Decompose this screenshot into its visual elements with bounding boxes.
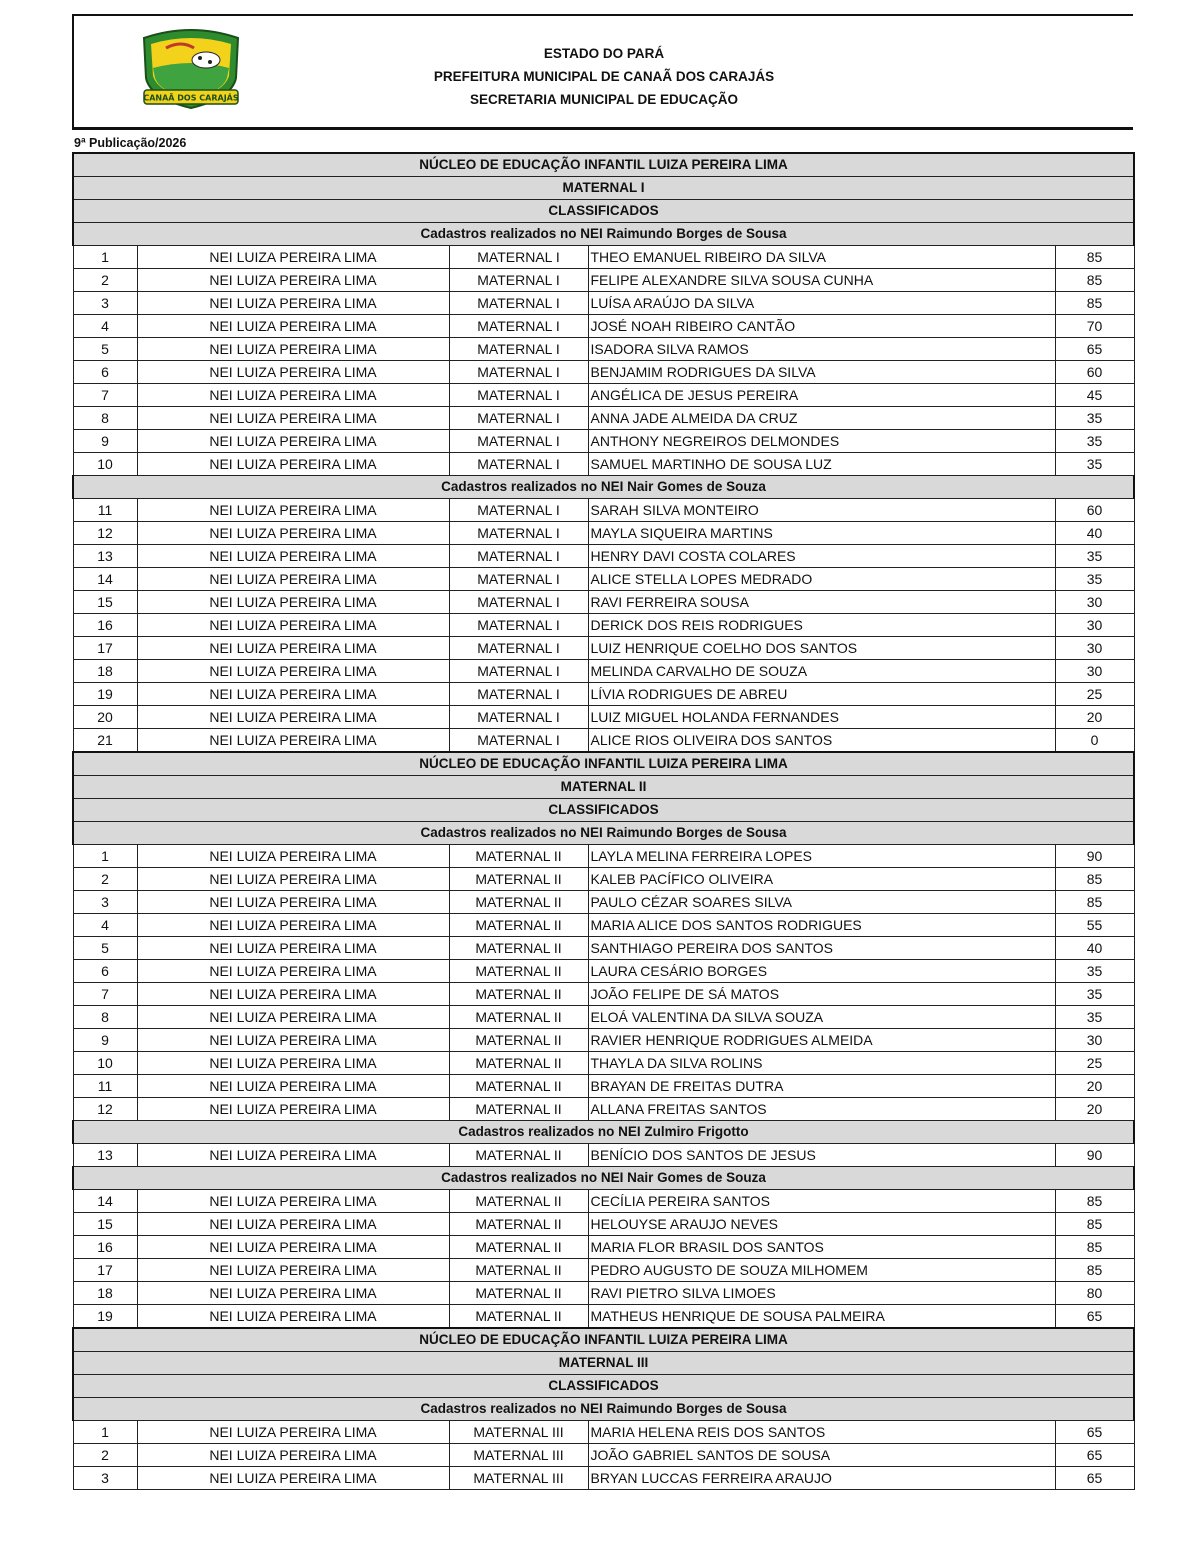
header-line-prefecture: PREFEITURA MUNICIPAL DE CANAÃ DOS CARAJÁS bbox=[433, 69, 775, 84]
score-cell: 35 bbox=[1055, 983, 1134, 1006]
unit-cell: NEI LUIZA PEREIRA LIMA bbox=[137, 407, 449, 430]
section-band-origin bbox=[73, 476, 1134, 499]
rank-cell: 7 bbox=[73, 384, 137, 407]
score-cell: 40 bbox=[1055, 522, 1134, 545]
student-name-cell: MATHEUS HENRIQUE DE SOUSA PALMEIRA bbox=[588, 1305, 1055, 1329]
score-cell: 20 bbox=[1055, 1098, 1134, 1121]
score-cell: 20 bbox=[1055, 1075, 1134, 1098]
rank-cell: 11 bbox=[73, 1075, 137, 1098]
level-cell: MATERNAL III bbox=[449, 1444, 588, 1467]
score-cell: 25 bbox=[1055, 683, 1134, 706]
section-title: NÚCLEO DE EDUCAÇÃO INFANTIL LUIZA PEREIRA LIMA bbox=[73, 1328, 1134, 1352]
unit-cell: NEI LUIZA PEREIRA LIMA bbox=[137, 1259, 449, 1282]
level-cell: MATERNAL I bbox=[449, 407, 588, 430]
unit-cell: NEI LUIZA PEREIRA LIMA bbox=[137, 545, 449, 568]
student-name-cell: ISADORA SILVA RAMOS bbox=[588, 338, 1055, 361]
score-cell: 20 bbox=[1055, 706, 1134, 729]
unit-cell: NEI LUIZA PEREIRA LIMA bbox=[137, 499, 449, 522]
student-name-cell: BENÍCIO DOS SANTOS DE JESUS bbox=[588, 1144, 1055, 1167]
level-cell: MATERNAL II bbox=[449, 937, 588, 960]
table-row bbox=[73, 453, 1134, 476]
score-cell: 35 bbox=[1055, 407, 1134, 430]
rank-cell: 5 bbox=[73, 338, 137, 361]
table-row bbox=[73, 845, 1134, 868]
level-cell: MATERNAL II bbox=[449, 1259, 588, 1282]
student-name-cell: RAVI PIETRO SILVA LIMOES bbox=[588, 1282, 1055, 1305]
score-cell: 60 bbox=[1055, 361, 1134, 384]
unit-cell: NEI LUIZA PEREIRA LIMA bbox=[137, 1421, 449, 1444]
unit-cell: NEI LUIZA PEREIRA LIMA bbox=[137, 983, 449, 1006]
unit-cell: NEI LUIZA PEREIRA LIMA bbox=[137, 1467, 449, 1490]
section-title: MATERNAL II bbox=[73, 776, 1134, 799]
level-cell: MATERNAL II bbox=[449, 1098, 588, 1121]
rank-cell: 4 bbox=[73, 315, 137, 338]
section-title: Cadastros realizados no NEI Nair Gomes de Souza bbox=[73, 1167, 1134, 1190]
score-cell: 35 bbox=[1055, 430, 1134, 453]
level-cell: MATERNAL III bbox=[449, 1467, 588, 1490]
table-row bbox=[73, 1444, 1134, 1467]
level-cell: MATERNAL II bbox=[449, 960, 588, 983]
level-cell: MATERNAL I bbox=[449, 292, 588, 315]
level-cell: MATERNAL II bbox=[449, 868, 588, 891]
level-cell: MATERNAL I bbox=[449, 384, 588, 407]
classification-table bbox=[72, 152, 1135, 1490]
unit-cell: NEI LUIZA PEREIRA LIMA bbox=[137, 1305, 449, 1329]
rank-cell: 13 bbox=[73, 545, 137, 568]
table-row bbox=[73, 637, 1134, 660]
section-title: Cadastros realizados no NEI Nair Gomes de Souza bbox=[73, 476, 1134, 499]
score-cell: 55 bbox=[1055, 914, 1134, 937]
table-row bbox=[73, 315, 1134, 338]
rank-cell: 12 bbox=[73, 1098, 137, 1121]
student-name-cell: ALICE RIOS OLIVEIRA DOS SANTOS bbox=[588, 729, 1055, 753]
level-cell: MATERNAL II bbox=[449, 1305, 588, 1329]
rank-cell: 14 bbox=[73, 568, 137, 591]
student-name-cell: ALICE STELLA LOPES MEDRADO bbox=[588, 568, 1055, 591]
level-cell: MATERNAL II bbox=[449, 1052, 588, 1075]
unit-cell: NEI LUIZA PEREIRA LIMA bbox=[137, 1213, 449, 1236]
student-name-cell: BRYAN LUCCAS FERREIRA ARAUJO bbox=[588, 1467, 1055, 1490]
score-cell: 0 bbox=[1055, 729, 1134, 753]
level-cell: MATERNAL II bbox=[449, 1006, 588, 1029]
student-name-cell: JOÃO GABRIEL SANTOS DE SOUSA bbox=[588, 1444, 1055, 1467]
rank-cell: 7 bbox=[73, 983, 137, 1006]
rank-cell: 19 bbox=[73, 1305, 137, 1329]
unit-cell: NEI LUIZA PEREIRA LIMA bbox=[137, 683, 449, 706]
score-cell: 85 bbox=[1055, 246, 1134, 269]
unit-cell: NEI LUIZA PEREIRA LIMA bbox=[137, 868, 449, 891]
rank-cell: 9 bbox=[73, 430, 137, 453]
unit-cell: NEI LUIZA PEREIRA LIMA bbox=[137, 522, 449, 545]
rank-cell: 19 bbox=[73, 683, 137, 706]
level-cell: MATERNAL II bbox=[449, 983, 588, 1006]
score-cell: 85 bbox=[1055, 891, 1134, 914]
table-row bbox=[73, 983, 1134, 1006]
student-name-cell: BENJAMIM RODRIGUES DA SILVA bbox=[588, 361, 1055, 384]
score-cell: 90 bbox=[1055, 845, 1134, 868]
student-name-cell: PEDRO AUGUSTO DE SOUZA MILHOMEM bbox=[588, 1259, 1055, 1282]
unit-cell: NEI LUIZA PEREIRA LIMA bbox=[137, 729, 449, 753]
unit-cell: NEI LUIZA PEREIRA LIMA bbox=[137, 384, 449, 407]
unit-cell: NEI LUIZA PEREIRA LIMA bbox=[137, 914, 449, 937]
score-cell: 80 bbox=[1055, 1282, 1134, 1305]
section-title: Cadastros realizados no NEI Raimundo Borges de Sousa bbox=[73, 822, 1134, 845]
level-cell: MATERNAL I bbox=[449, 568, 588, 591]
level-cell: MATERNAL II bbox=[449, 1213, 588, 1236]
section-title: MATERNAL I bbox=[73, 177, 1134, 200]
level-cell: MATERNAL I bbox=[449, 683, 588, 706]
table-row bbox=[73, 1259, 1134, 1282]
table-row bbox=[73, 1282, 1134, 1305]
score-cell: 85 bbox=[1055, 868, 1134, 891]
table-row bbox=[73, 683, 1134, 706]
level-cell: MATERNAL I bbox=[449, 729, 588, 753]
section-band-origin bbox=[73, 1398, 1134, 1421]
level-cell: MATERNAL II bbox=[449, 845, 588, 868]
table-row bbox=[73, 499, 1134, 522]
rank-cell: 18 bbox=[73, 660, 137, 683]
unit-cell: NEI LUIZA PEREIRA LIMA bbox=[137, 568, 449, 591]
score-cell: 85 bbox=[1055, 1213, 1134, 1236]
section-title: NÚCLEO DE EDUCAÇÃO INFANTIL LUIZA PEREIRA LIMA bbox=[73, 153, 1134, 177]
unit-cell: NEI LUIZA PEREIRA LIMA bbox=[137, 637, 449, 660]
rank-cell: 20 bbox=[73, 706, 137, 729]
table-row bbox=[73, 1190, 1134, 1213]
rank-cell: 1 bbox=[73, 845, 137, 868]
table-row bbox=[73, 960, 1134, 983]
level-cell: MATERNAL I bbox=[449, 453, 588, 476]
student-name-cell: LAYLA MELINA FERREIRA LOPES bbox=[588, 845, 1055, 868]
table-row bbox=[73, 937, 1134, 960]
score-cell: 65 bbox=[1055, 338, 1134, 361]
level-cell: MATERNAL I bbox=[449, 361, 588, 384]
unit-cell: NEI LUIZA PEREIRA LIMA bbox=[137, 338, 449, 361]
section-title: Cadastros realizados no NEI Raimundo Borges de Sousa bbox=[73, 1398, 1134, 1421]
student-name-cell: KALEB PACÍFICO OLIVEIRA bbox=[588, 868, 1055, 891]
score-cell: 30 bbox=[1055, 637, 1134, 660]
rank-cell: 9 bbox=[73, 1029, 137, 1052]
student-name-cell: LUIZ MIGUEL HOLANDA FERNANDES bbox=[588, 706, 1055, 729]
student-name-cell: HENRY DAVI COSTA COLARES bbox=[588, 545, 1055, 568]
student-name-cell: ANNA JADE ALMEIDA DA CRUZ bbox=[588, 407, 1055, 430]
student-name-cell: JOÃO FELIPE DE SÁ MATOS bbox=[588, 983, 1055, 1006]
unit-cell: NEI LUIZA PEREIRA LIMA bbox=[137, 614, 449, 637]
table-row bbox=[73, 1467, 1134, 1490]
student-name-cell: CECÍLIA PEREIRA SANTOS bbox=[588, 1190, 1055, 1213]
level-cell: MATERNAL I bbox=[449, 614, 588, 637]
table-row bbox=[73, 292, 1134, 315]
table-row bbox=[73, 1305, 1134, 1329]
rank-cell: 10 bbox=[73, 1052, 137, 1075]
student-name-cell: RAVI FERREIRA SOUSA bbox=[588, 591, 1055, 614]
rank-cell: 2 bbox=[73, 1444, 137, 1467]
municipal-logo bbox=[136, 28, 246, 110]
table-row bbox=[73, 1052, 1134, 1075]
rank-cell: 16 bbox=[73, 614, 137, 637]
level-cell: MATERNAL II bbox=[449, 1190, 588, 1213]
student-name-cell: BRAYAN DE FREITAS DUTRA bbox=[588, 1075, 1055, 1098]
level-cell: MATERNAL II bbox=[449, 1236, 588, 1259]
level-cell: MATERNAL I bbox=[449, 637, 588, 660]
rank-cell: 2 bbox=[73, 269, 137, 292]
unit-cell: NEI LUIZA PEREIRA LIMA bbox=[137, 591, 449, 614]
score-cell: 30 bbox=[1055, 660, 1134, 683]
section-title: CLASSIFICADOS bbox=[73, 200, 1134, 223]
table-row bbox=[73, 914, 1134, 937]
table-row bbox=[73, 1421, 1134, 1444]
score-cell: 30 bbox=[1055, 591, 1134, 614]
section-band-status bbox=[73, 799, 1134, 822]
student-name-cell: SANTHIAGO PEREIRA DOS SANTOS bbox=[588, 937, 1055, 960]
rank-cell: 17 bbox=[73, 637, 137, 660]
student-name-cell: LUÍSA ARAÚJO DA SILVA bbox=[588, 292, 1055, 315]
table-row bbox=[73, 522, 1134, 545]
table-row bbox=[73, 729, 1134, 753]
table-row bbox=[73, 361, 1134, 384]
score-cell: 90 bbox=[1055, 1144, 1134, 1167]
student-name-cell: MARIA ALICE DOS SANTOS RODRIGUES bbox=[588, 914, 1055, 937]
unit-cell: NEI LUIZA PEREIRA LIMA bbox=[137, 660, 449, 683]
rank-cell: 15 bbox=[73, 1213, 137, 1236]
header-titles bbox=[374, 42, 834, 111]
student-name-cell: DERICK DOS REIS RODRIGUES bbox=[588, 614, 1055, 637]
rank-cell: 12 bbox=[73, 522, 137, 545]
level-cell: MATERNAL II bbox=[449, 1075, 588, 1098]
table-row bbox=[73, 1006, 1134, 1029]
table-row bbox=[73, 407, 1134, 430]
level-cell: MATERNAL I bbox=[449, 499, 588, 522]
score-cell: 30 bbox=[1055, 614, 1134, 637]
level-cell: MATERNAL I bbox=[449, 660, 588, 683]
student-name-cell: RAVIER HENRIQUE RODRIGUES ALMEIDA bbox=[588, 1029, 1055, 1052]
score-cell: 85 bbox=[1055, 1236, 1134, 1259]
student-name-cell: THAYLA DA SILVA ROLINS bbox=[588, 1052, 1055, 1075]
rank-cell: 8 bbox=[73, 407, 137, 430]
unit-cell: NEI LUIZA PEREIRA LIMA bbox=[137, 1098, 449, 1121]
publication-label: 9ª Publicação/2026 bbox=[74, 136, 187, 150]
rank-cell: 6 bbox=[73, 960, 137, 983]
section-band-status bbox=[73, 200, 1134, 223]
rank-cell: 4 bbox=[73, 914, 137, 937]
section-title: NÚCLEO DE EDUCAÇÃO INFANTIL LUIZA PEREIRA LIMA bbox=[73, 752, 1134, 776]
student-name-cell: SARAH SILVA MONTEIRO bbox=[588, 499, 1055, 522]
table-row bbox=[73, 246, 1134, 269]
table-row bbox=[73, 1029, 1134, 1052]
unit-cell: NEI LUIZA PEREIRA LIMA bbox=[137, 960, 449, 983]
score-cell: 35 bbox=[1055, 545, 1134, 568]
score-cell: 30 bbox=[1055, 1029, 1134, 1052]
svg-text:CANAÃ DOS CARAJÁS: CANAÃ DOS CARAJÁS bbox=[143, 93, 239, 103]
score-cell: 40 bbox=[1055, 937, 1134, 960]
rank-cell: 13 bbox=[73, 1144, 137, 1167]
section-band-level bbox=[73, 776, 1134, 799]
unit-cell: NEI LUIZA PEREIRA LIMA bbox=[137, 937, 449, 960]
section-band-school bbox=[73, 752, 1134, 776]
table-row bbox=[73, 568, 1134, 591]
document-header bbox=[72, 14, 1133, 130]
unit-cell: NEI LUIZA PEREIRA LIMA bbox=[137, 246, 449, 269]
unit-cell: NEI LUIZA PEREIRA LIMA bbox=[137, 361, 449, 384]
level-cell: MATERNAL II bbox=[449, 891, 588, 914]
student-name-cell: THEO EMANUEL RIBEIRO DA SILVA bbox=[588, 246, 1055, 269]
student-name-cell: ELOÁ VALENTINA DA SILVA SOUZA bbox=[588, 1006, 1055, 1029]
table-row bbox=[73, 430, 1134, 453]
section-band-origin bbox=[73, 1121, 1134, 1144]
rank-cell: 3 bbox=[73, 1467, 137, 1490]
header-line-secretariat: SECRETARIA MUNICIPAL DE EDUCAÇÃO bbox=[469, 92, 738, 107]
table-row bbox=[73, 614, 1134, 637]
table-row bbox=[73, 1236, 1134, 1259]
section-title: Cadastros realizados no NEI Zulmiro Frigotto bbox=[73, 1121, 1134, 1144]
table-row bbox=[73, 706, 1134, 729]
section-title: Cadastros realizados no NEI Raimundo Borges de Sousa bbox=[73, 223, 1134, 246]
level-cell: MATERNAL I bbox=[449, 269, 588, 292]
table-row bbox=[73, 660, 1134, 683]
unit-cell: NEI LUIZA PEREIRA LIMA bbox=[137, 1029, 449, 1052]
score-cell: 85 bbox=[1055, 292, 1134, 315]
unit-cell: NEI LUIZA PEREIRA LIMA bbox=[137, 1006, 449, 1029]
score-cell: 45 bbox=[1055, 384, 1134, 407]
table-row bbox=[73, 1075, 1134, 1098]
student-name-cell: LAURA CESÁRIO BORGES bbox=[588, 960, 1055, 983]
student-name-cell: SAMUEL MARTINHO DE SOUSA LUZ bbox=[588, 453, 1055, 476]
score-cell: 85 bbox=[1055, 1259, 1134, 1282]
unit-cell: NEI LUIZA PEREIRA LIMA bbox=[137, 706, 449, 729]
table-row bbox=[73, 1098, 1134, 1121]
table-row bbox=[73, 868, 1134, 891]
unit-cell: NEI LUIZA PEREIRA LIMA bbox=[137, 1190, 449, 1213]
rank-cell: 2 bbox=[73, 868, 137, 891]
level-cell: MATERNAL I bbox=[449, 246, 588, 269]
student-name-cell: ANGÉLICA DE JESUS PEREIRA bbox=[588, 384, 1055, 407]
student-name-cell: MAYLA SIQUEIRA MARTINS bbox=[588, 522, 1055, 545]
level-cell: MATERNAL I bbox=[449, 522, 588, 545]
rank-cell: 1 bbox=[73, 1421, 137, 1444]
table-row bbox=[73, 269, 1134, 292]
unit-cell: NEI LUIZA PEREIRA LIMA bbox=[137, 845, 449, 868]
rank-cell: 16 bbox=[73, 1236, 137, 1259]
unit-cell: NEI LUIZA PEREIRA LIMA bbox=[137, 1236, 449, 1259]
level-cell: MATERNAL I bbox=[449, 706, 588, 729]
rank-cell: 5 bbox=[73, 937, 137, 960]
table-row bbox=[73, 545, 1134, 568]
unit-cell: NEI LUIZA PEREIRA LIMA bbox=[137, 1144, 449, 1167]
unit-cell: NEI LUIZA PEREIRA LIMA bbox=[137, 315, 449, 338]
table-row bbox=[73, 384, 1134, 407]
level-cell: MATERNAL II bbox=[449, 1029, 588, 1052]
score-cell: 35 bbox=[1055, 453, 1134, 476]
unit-cell: NEI LUIZA PEREIRA LIMA bbox=[137, 453, 449, 476]
student-name-cell: MELINDA CARVALHO DE SOUZA bbox=[588, 660, 1055, 683]
score-cell: 35 bbox=[1055, 1006, 1134, 1029]
student-name-cell: LÍVIA RODRIGUES DE ABREU bbox=[588, 683, 1055, 706]
header-line-state: ESTADO DO PARÁ bbox=[543, 46, 665, 61]
table-row bbox=[73, 891, 1134, 914]
rank-cell: 14 bbox=[73, 1190, 137, 1213]
section-title: MATERNAL III bbox=[73, 1352, 1134, 1375]
student-name-cell: ANTHONY NEGREIROS DELMONDES bbox=[588, 430, 1055, 453]
unit-cell: NEI LUIZA PEREIRA LIMA bbox=[137, 1052, 449, 1075]
level-cell: MATERNAL I bbox=[449, 591, 588, 614]
level-cell: MATERNAL II bbox=[449, 914, 588, 937]
level-cell: MATERNAL III bbox=[449, 1421, 588, 1444]
section-band-status bbox=[73, 1375, 1134, 1398]
student-name-cell: FELIPE ALEXANDRE SILVA SOUSA CUNHA bbox=[588, 269, 1055, 292]
section-band-level bbox=[73, 177, 1134, 200]
unit-cell: NEI LUIZA PEREIRA LIMA bbox=[137, 1282, 449, 1305]
student-name-cell: ALLANA FREITAS SANTOS bbox=[588, 1098, 1055, 1121]
section-band-school bbox=[73, 1328, 1134, 1352]
unit-cell: NEI LUIZA PEREIRA LIMA bbox=[137, 292, 449, 315]
table-row bbox=[73, 338, 1134, 361]
rank-cell: 17 bbox=[73, 1259, 137, 1282]
section-title: CLASSIFICADOS bbox=[73, 799, 1134, 822]
level-cell: MATERNAL I bbox=[449, 338, 588, 361]
student-name-cell: MARIA FLOR BRASIL DOS SANTOS bbox=[588, 1236, 1055, 1259]
score-cell: 25 bbox=[1055, 1052, 1134, 1075]
rank-cell: 3 bbox=[73, 292, 137, 315]
rank-cell: 11 bbox=[73, 499, 137, 522]
level-cell: MATERNAL I bbox=[449, 315, 588, 338]
unit-cell: NEI LUIZA PEREIRA LIMA bbox=[137, 430, 449, 453]
student-name-cell: LUIZ HENRIQUE COELHO DOS SANTOS bbox=[588, 637, 1055, 660]
rank-cell: 6 bbox=[73, 361, 137, 384]
score-cell: 60 bbox=[1055, 499, 1134, 522]
student-name-cell: PAULO CÉZAR SOARES SILVA bbox=[588, 891, 1055, 914]
level-cell: MATERNAL I bbox=[449, 545, 588, 568]
score-cell: 85 bbox=[1055, 1190, 1134, 1213]
unit-cell: NEI LUIZA PEREIRA LIMA bbox=[137, 269, 449, 292]
table-row bbox=[73, 1213, 1134, 1236]
student-name-cell: MARIA HELENA REIS DOS SANTOS bbox=[588, 1421, 1055, 1444]
unit-cell: NEI LUIZA PEREIRA LIMA bbox=[137, 1444, 449, 1467]
rank-cell: 18 bbox=[73, 1282, 137, 1305]
section-band-origin bbox=[73, 1167, 1134, 1190]
score-cell: 65 bbox=[1055, 1421, 1134, 1444]
section-band-origin bbox=[73, 223, 1134, 246]
document-sheet bbox=[72, 14, 1133, 1490]
score-cell: 35 bbox=[1055, 960, 1134, 983]
section-title: CLASSIFICADOS bbox=[73, 1375, 1134, 1398]
rank-cell: 21 bbox=[73, 729, 137, 753]
student-name-cell: HELOUYSE ARAUJO NEVES bbox=[588, 1213, 1055, 1236]
unit-cell: NEI LUIZA PEREIRA LIMA bbox=[137, 891, 449, 914]
rank-cell: 8 bbox=[73, 1006, 137, 1029]
section-band-origin bbox=[73, 822, 1134, 845]
rank-cell: 3 bbox=[73, 891, 137, 914]
rank-cell: 15 bbox=[73, 591, 137, 614]
unit-cell: NEI LUIZA PEREIRA LIMA bbox=[137, 1075, 449, 1098]
section-band-level bbox=[73, 1352, 1134, 1375]
student-name-cell: JOSÉ NOAH RIBEIRO CANTÃO bbox=[588, 315, 1055, 338]
table-row bbox=[73, 1144, 1134, 1167]
level-cell: MATERNAL I bbox=[449, 430, 588, 453]
section-band-school bbox=[73, 153, 1134, 177]
score-cell: 65 bbox=[1055, 1467, 1134, 1490]
level-cell: MATERNAL II bbox=[449, 1282, 588, 1305]
score-cell: 85 bbox=[1055, 269, 1134, 292]
table-row bbox=[73, 591, 1134, 614]
score-cell: 70 bbox=[1055, 315, 1134, 338]
score-cell: 35 bbox=[1055, 568, 1134, 591]
level-cell: MATERNAL II bbox=[449, 1144, 588, 1167]
score-cell: 65 bbox=[1055, 1305, 1134, 1329]
rank-cell: 1 bbox=[73, 246, 137, 269]
rank-cell: 10 bbox=[73, 453, 137, 476]
score-cell: 65 bbox=[1055, 1444, 1134, 1467]
